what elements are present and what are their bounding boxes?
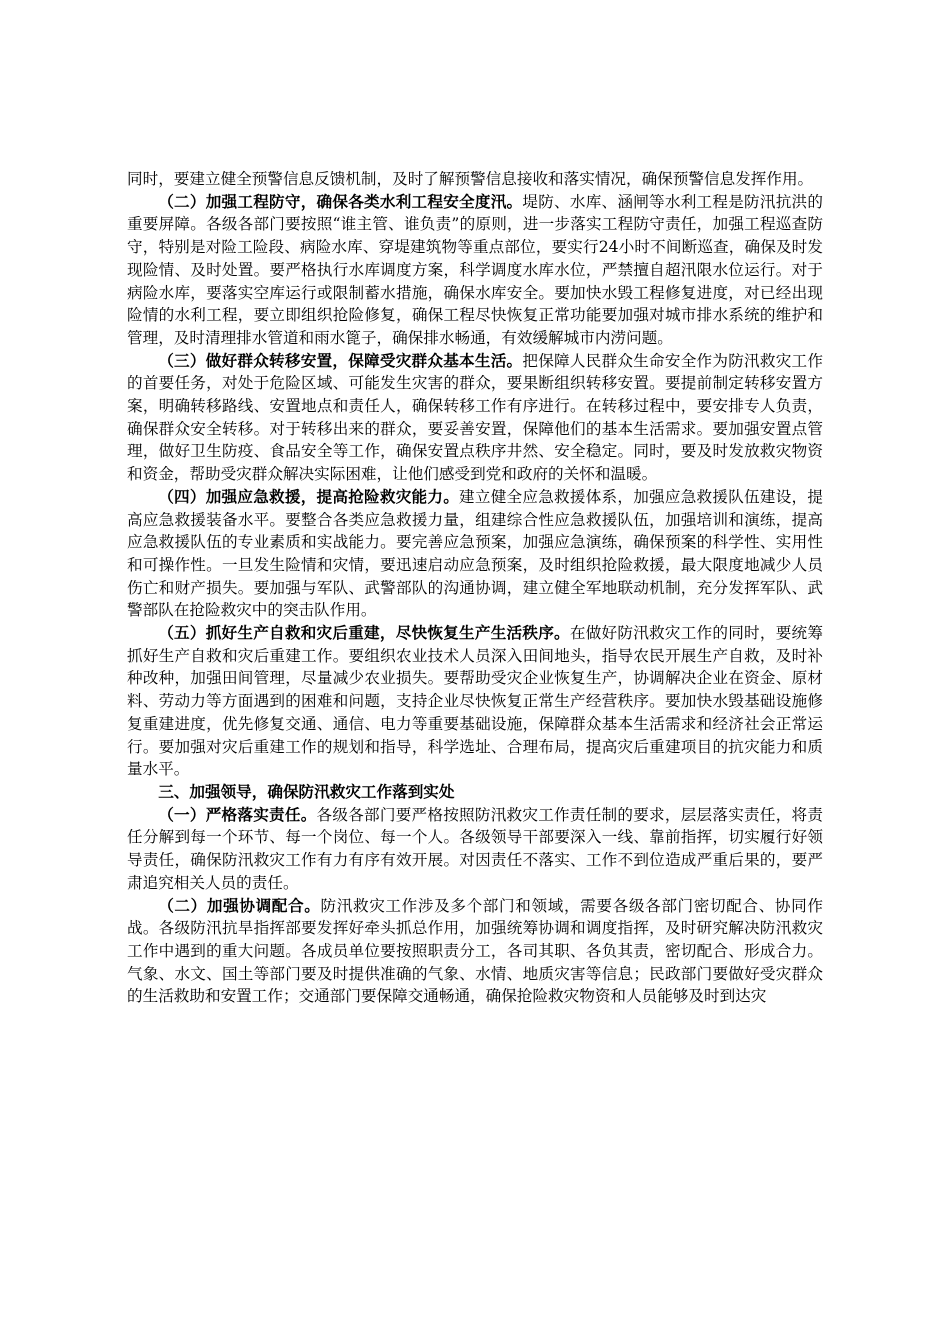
paragraph-body: 在做好防汛救灾工作的同时，要统筹抓好生产自救和灾后重建工作。要组织农业技术人员深入田间地头，指导农民开展生产自救，及时补种改种，加强田间管理，尽量减少农业损失。要帮助受灾企业恢复生产，协调解决企业在资金、原材料、劳动力等方面遇到的困难和问题，支持企业尽快恢复正常生产经营秩序。要加快水毁基础设施修复重建进度，优先修复交通、通信、电力等重要基础设施，保障群众基本生活需求和经济社会正常运行。要加强对灾后重建工作的规划和指导，科学选址、合理布局，提高灾后重建项目的抗灾能力和质量水平。 [127,624,823,779]
document-page [127,168,823,1008]
section-title-leadership [127,781,823,804]
paragraph-strict-responsibility [127,804,823,895]
paragraph-body: 各级各部门要严格按照防汛救灾工作责任制的要求，层层落实责任，将责任分解到每一个环节、每一个岗位、每一个人。各级领导干部要深入一线、靠前指挥，切实履行好领导责任，确保防汛救灾工作有力有序有效开展。对因责任不落实、工作不到位造成严重后果的，要严肃追究相关人员的责任。 [127,805,823,892]
paragraph-early-warning-continuation [127,168,823,191]
paragraph-heading: （三）做好群众转移安置，保障受灾群众基本生活。 [158,350,523,370]
paragraph-production-reconstruction [127,622,823,781]
paragraph-emergency-rescue [127,486,823,622]
paragraph-heading: （二）加强协调配合。 [158,895,321,915]
paragraph-body: 堤防、水库、涵闸等水利工程是防汛抗洪的重要屏障。各级各部门要按照“谁主管、谁负责”的原则，进一步落实工程防守责任，加强工程巡查防守，特别是对险工险段、病险水库、穿堤建筑物等重点部位，要实行24小时不间断巡查，确保及时发现险情、及时处置。要严格执行水库调度方案，科学调度水库水位，严禁擅自超汛限水位运行。对于病险水库，要落实空库运行或限制蓄水措施，确保水库安全。要加快水毁工程修复进度，对已经出现险情的水利工程，要立即组织抢险修复，确保工程尽快恢复正常功能要加强对城市排水系统的维护和管理，及时清理排水管道和雨水篦子，确保排水畅通，有效缓解城市内涝问题。 [127,192,823,347]
paragraph-body: 建立健全应急救援体系，加强应急救援队伍建设，提高应急救援装备水平。要整合各类应急救援力量，组建综合性应急救援队伍，加强培训和演练，提高应急救援队伍的专业素质和实战能力。要完善应急预案，加强应急演练，确保预案的科学性、实用性和可操作性。一旦发生险情和灾情，要迅速启动应急预案，及时组织抢险救援，最大限度地减少人员伤亡和财产损失。要加强与军队、武警部队的沟通协调，建立健全军地联动机制，充分发挥军队、武警部队在抢险救灾中的突击队作用。 [127,487,823,620]
paragraph-body: 防汛救灾工作涉及多个部门和领域，需要各级各部门密切配合、协同作战。各级防汛抗旱指挥部要发挥好牵头抓总作用，加强统筹协调和调度指挥，及时研究解决防汛救灾工作中遇到的重大问题。各成员单位要按照职责分工，各司其职、各负其责，密切配合、形成合力。气象、水文、国土等部门要及时提供准确的气象、水情、地质灾害等信息；民政部门要做好受灾群众的生活救助和安置工作；交通部门要保障交通畅通，确保抢险救灾物资和人员能够及时到达灾 [127,896,823,1006]
paragraph-heading: （二）加强工程防守，确保各类水利工程安全度汛。 [158,191,523,211]
paragraph-engineering-defense [127,191,823,350]
paragraph-body: 把保障人民群众生命安全作为防汛救灾工作的首要任务，对处于危险区域、可能发生灾害的群众，要果断组织转移安置。要提前制定转移安置方案，明确转移路线、安置地点和责任人，确保转移工作有序进行。在转移过程中，要安排专人负责，确保群众安全转移。对于转移出来的群众，要妥善安置，保障他们的基本生活需求。要加强安置点管理，做好卫生防疫、食品安全等工作，确保安置点秩序井然、安全稳定。同时，要及时发放救灾物资和资金，帮助受灾群众解决实际困难，让他们感受到党和政府的关怀和温暖。 [127,351,823,484]
paragraph-heading: （一）严格落实责任。 [158,804,317,824]
section-heading: 三、加强领导，确保防汛救灾工作落到实处 [158,781,455,801]
paragraph-heading: （五）抓好生产自救和灾后重建，尽快恢复生产生活秩序。 [158,623,570,643]
paragraph-resident-relocation [127,350,823,486]
paragraph-heading: （四）加强应急救援，提高抢险救灾能力。 [158,486,460,506]
paragraph-body: 同时，要建立健全预警信息反馈机制，及时了解预警信息接收和落实情况，确保预警信息发挥作用。 [127,170,814,188]
paragraph-coordination [127,895,823,1009]
